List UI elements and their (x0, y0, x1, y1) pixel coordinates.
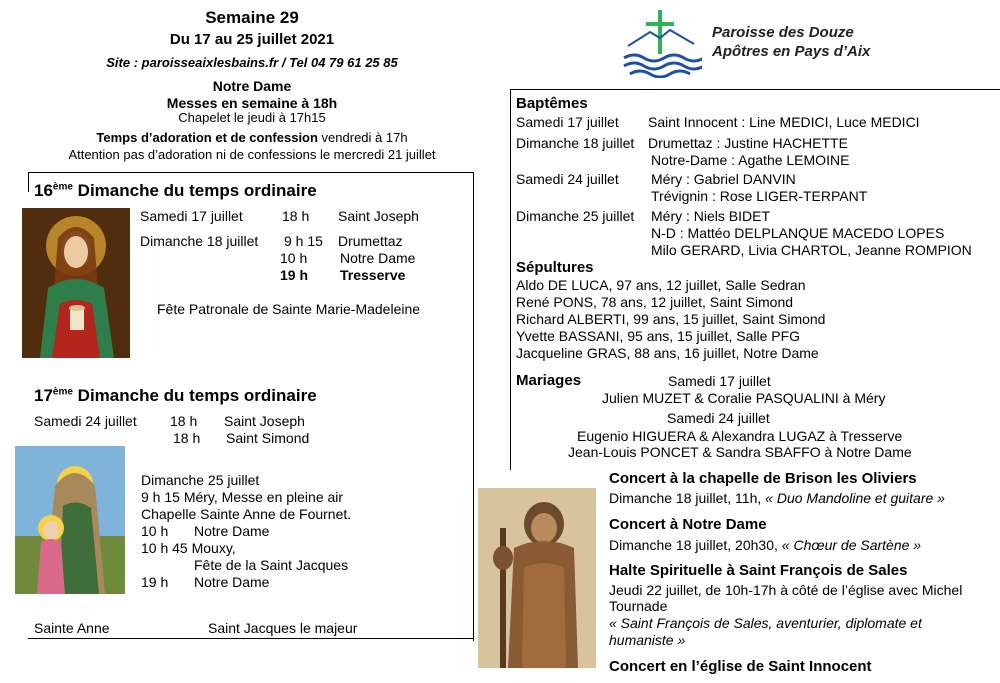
sunday17-sun-day: Dimanche 25 juillet (141, 472, 260, 488)
sunday16-place-4: Tresserve (340, 267, 406, 283)
event-2-title: Concert à Notre Dame (609, 516, 767, 533)
sunday16-time-1: 18 h (282, 208, 310, 224)
mariages-title: Mariages (516, 372, 582, 389)
sepulture-1: Aldo DE LUCA, 97 ans, 12 juillet, Salle Sedran (516, 277, 806, 293)
adoration-label: Temps d’adoration et de confession (96, 130, 318, 145)
sainte-marie-madeleine-image (22, 208, 130, 358)
sepultures-title: Sépultures (516, 259, 594, 276)
event-3-italic-2: humaniste » (609, 632, 686, 648)
sunday16-place-3: Notre Dame (340, 250, 416, 266)
sunday16-day-1: Samedi 17 juillet (140, 208, 243, 224)
sunday16-title (34, 181, 317, 201)
sunday16-day-2: Dimanche 18 juillet (140, 233, 259, 249)
mariage-couple-1: Julien MUZET & Coralie PASQUALINI à Méry (602, 390, 886, 406)
sunday17-num: 17 (34, 386, 53, 405)
event-1-text (609, 490, 945, 506)
fete-patronale: Fête Patronale de Sainte Marie-Madeleine (157, 301, 421, 317)
saint-jacques-image (478, 488, 596, 668)
mariage-date-2: Samedi 24 juillet (667, 410, 770, 426)
bottom-left-rule (28, 638, 474, 639)
bapteme-date-6: Dimanche 25 juillet (516, 208, 635, 224)
event-3-line-2: Tournade (609, 598, 668, 614)
mariage-couple-3: Jean-Louis PONCET & Sandra SBAFFO à Notre Dame (568, 444, 912, 460)
event-1-title: Concert à la chapelle de Brison les Oliviers (609, 470, 917, 487)
event-1-date: Dimanche 18 juillet, 11h, (609, 490, 766, 506)
sunday17-sat-time-2: 18 h (173, 430, 201, 446)
masses-time: en semaine à 18h (217, 95, 338, 111)
sunday17-sun-time-6: 19 h (141, 574, 169, 590)
chapelet-info: Chapelet le jeudi à 17h15 (178, 110, 326, 125)
bapteme-text-4: Méry : Gabriel DANVIN (651, 171, 796, 187)
sepulture-5: Jacqueline GRAS, 88 ans, 16 juillet, Notre Dame (516, 345, 819, 361)
bapteme-text-8: Milo GERARD, Livia CHARTOL, Jeanne ROMPION (651, 242, 972, 258)
sunday16-time-4: 19 h (280, 267, 309, 283)
sunday17-sat-day: Samedi 24 juillet (34, 413, 137, 429)
left-corner-line (28, 172, 30, 192)
sunday16-title-text: Dimanche du temps ordinaire (72, 181, 317, 200)
sepulture-3: Richard ALBERTI, 99 ans, 15 juillet, Saint Simond (516, 311, 826, 327)
sunday17-sat-place-1: Saint Joseph (224, 413, 305, 429)
sunday17-title (34, 386, 317, 406)
sunday17-sun-place-3: Notre Dame (194, 523, 270, 539)
event-2-italic: « Chœur de Sartène » (781, 537, 922, 553)
bapteme-text-2: Drumettaz : Justine HACHETTE (648, 135, 848, 151)
event-4-title: Concert en l’église de Saint Innocent (609, 658, 872, 675)
sunday17-sun-time-3: 10 h (141, 523, 169, 539)
logo-line-1: Paroisse des Douze (712, 24, 854, 41)
bapteme-text-7: N-D : Mattéo DELPLANQUE MACEDO LOPES (651, 225, 945, 241)
masses-info (112, 95, 392, 111)
sunday17-title-text: Dimanche du temps ordinaire (72, 386, 317, 405)
attention-notice: Attention pas d’adoration ni de confessions le mercredi 21 juillet (68, 147, 436, 162)
sunday17-sun-place-6: Notre Dame (194, 574, 270, 590)
sunday17-sun-line-1: 9 h 15 Méry, Messe en pleine air (141, 489, 344, 505)
sunday17-sup: ème (52, 386, 73, 398)
sepulture-4: Yvette BASSANI, 95 ans, 15 juillet, Salle PFG (516, 328, 801, 344)
parish-logo-icon (620, 8, 702, 78)
event-3-line-1: Jeudi 22 juillet, de 10h-17h à côté de l’église avec Michel (609, 582, 963, 598)
logo-line-2: Apôtres en Pays d’Aix (712, 43, 871, 60)
sunday16-place-2: Drumettaz (338, 233, 403, 249)
sunday16-num: 16 (34, 181, 53, 200)
bapteme-text-1: Saint Innocent : Line MEDICI, Luce MEDICI (648, 114, 920, 130)
week-title: Semaine 29 (205, 8, 299, 27)
event-2-text (609, 537, 921, 553)
bapteme-date-2: Dimanche 18 juillet (516, 135, 635, 151)
caption-saint-jacques: Saint Jacques le majeur (208, 620, 358, 636)
event-1-italic: « Duo Mandoline et guitare » (765, 490, 945, 506)
week-dates: Du 17 au 25 juillet 2021 (169, 31, 335, 48)
sunday17-sun-line-4: 10 h 45 Mouxy, (141, 540, 236, 556)
site-contact: Site : paroisseaixlesbains.fr / Tel 04 79 61 25 85 (106, 55, 398, 70)
sainte-anne-image (15, 446, 125, 594)
sunday16-time-2: 9 h 15 (284, 233, 323, 249)
adoration-info (72, 130, 432, 145)
sunday17-sun-line-2: Chapelle Sainte Anne de Fournet. (141, 506, 352, 522)
bapteme-text-6: Méry : Niels BIDET (651, 208, 771, 224)
event-3-italic-1: « Saint François de Sales, aventurier, diplomate et (609, 615, 922, 631)
bapteme-text-5: Trévignin : Rose LIGER-TERPANT (651, 188, 868, 204)
church-name: Notre Dame (212, 78, 292, 94)
sunday17-sat-time-1: 18 h (170, 413, 198, 429)
sunday16-place-1: Saint Joseph (338, 208, 419, 224)
event-3-title: Halte Spirituelle à Saint François de Sales (609, 562, 908, 579)
sepulture-2: René PONS, 78 ans, 12 juillet, Saint Simond (516, 294, 794, 310)
sunday17-sun-line-5: Fête de la Saint Jacques (194, 557, 349, 573)
sunday16-row-1 (140, 208, 243, 224)
masses-label: Messes (166, 95, 218, 111)
sunday16-time-3: 10 h (280, 250, 308, 266)
bapteme-date-4: Samedi 24 juillet (516, 171, 619, 187)
event-2-date: Dimanche 18 juillet, 20h30, (609, 537, 782, 553)
sunday16-sup: ème (52, 181, 73, 193)
sunday17-sat-place-2: Saint Simond (226, 430, 310, 446)
adoration-time: vendredi à 17h (317, 130, 408, 145)
mariage-date-1: Samedi 17 juillet (668, 373, 771, 389)
bapteme-date-1: Samedi 17 juillet (516, 114, 619, 130)
caption-sainte-anne: Sainte Anne (34, 620, 110, 636)
baptemes-title: Baptêmes (516, 95, 588, 112)
mariage-couple-2: Eugenio HIGUERA & Alexandra LUGAZ à Tresserve (577, 428, 903, 444)
bapteme-text-3: Notre-Dame : Agathe LEMOINE (651, 152, 850, 168)
